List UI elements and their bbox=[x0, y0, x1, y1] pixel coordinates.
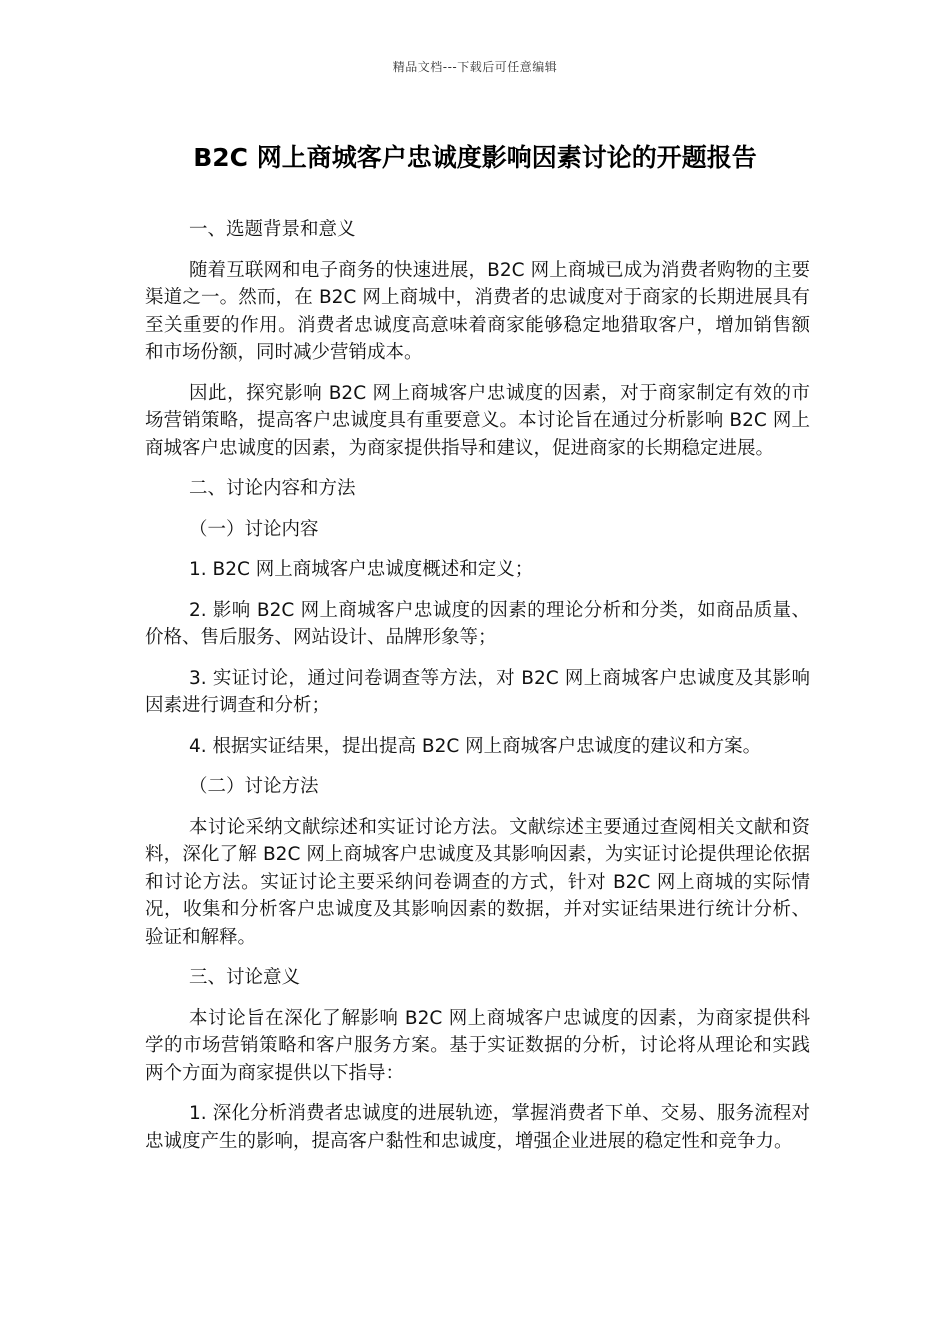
list-item-significance-1: 1. 深化分析消费者忠诚度的进展轨迹，掌握消费者下单、交易、服务流程对忠诚度产生的影响，提高客户黏性和忠诚度，增强企业进展的稳定性和竞争力。 bbox=[145, 1103, 810, 1152]
section-heading-content-method: 二、讨论内容和方法 bbox=[189, 478, 356, 499]
paragraph-background-2: 因此，探究影响 B2C 网上商城客户忠诚度的因素，对于商家制定有效的市场营销策略，提高客户忠诚度具有重要意义。本讨论旨在通过分析影响 B2C 网上商城客户忠诚度的因素，为商家提供指导和建议，促进商家的长期稳定进展。 bbox=[145, 382, 810, 459]
list-item-content-4: 4. 根据实证结果，提出提高 B2C 网上商城客户忠诚度的建议和方案。 bbox=[189, 735, 762, 757]
list-item-content-3: 3. 实证讨论，通过问卷调查等方法，对 B2C 网上商城客户忠诚度及其影响因素进行调查和分析； bbox=[145, 667, 810, 716]
paragraph-method: 本讨论采纳文献综述和实证讨论方法。文献综述主要通过查阅相关文献和资料，深化了解 B2C 网上商城客户忠诚度及其影响因素，为实证讨论提供理论依据和讨论方法。实证讨论主要采纳问卷调查的方式，针对 B2C 网上商城的实际情况，收集和分析客户忠诚度及其影响因素的数据，并对实证结果进行统计分析、验证和解释。 bbox=[145, 816, 810, 948]
list-item-content-2: 2. 影响 B2C 网上商城客户忠诚度的因素的理论分析和分类，如商品质量、价格、售后服务、网站设计、品牌形象等； bbox=[145, 599, 810, 648]
list-item-content-1: 1. B2C 网上商城客户忠诚度概述和定义； bbox=[189, 559, 534, 580]
section-heading-background: 一、选题背景和意义 bbox=[189, 219, 356, 240]
subsection-heading-content: （一）讨论内容 bbox=[189, 518, 319, 540]
header-note: 精品文档---下载后可任意编辑 bbox=[392, 60, 558, 74]
subsection-heading-method: （二）讨论方法 bbox=[189, 776, 319, 797]
section-heading-significance: 三、讨论意义 bbox=[189, 967, 301, 988]
document-title: B2C 网上商城客户忠诚度影响因素讨论的开题报告 bbox=[193, 143, 757, 172]
paragraph-background-1: 随着互联网和电子商务的快速进展，B2C 网上商城已成为消费者购物的主要渠道之一。然而，在 B2C 网上商城中，消费者的忠诚度对于商家的长期进展具有至关重要的作用。消费者忠诚度高意味着商家能够稳定地猎取客户，增加销售额和市场份额，同时减少营销成本。 bbox=[145, 259, 810, 363]
paragraph-significance: 本讨论旨在深化了解影响 B2C 网上商城客户忠诚度的因素，为商家提供科学的市场营销策略和客户服务方案。基于实证数据的分析，讨论将从理论和实践两个方面为商家提供以下指导： bbox=[145, 1007, 810, 1084]
document-body bbox=[145, 216, 810, 1168]
